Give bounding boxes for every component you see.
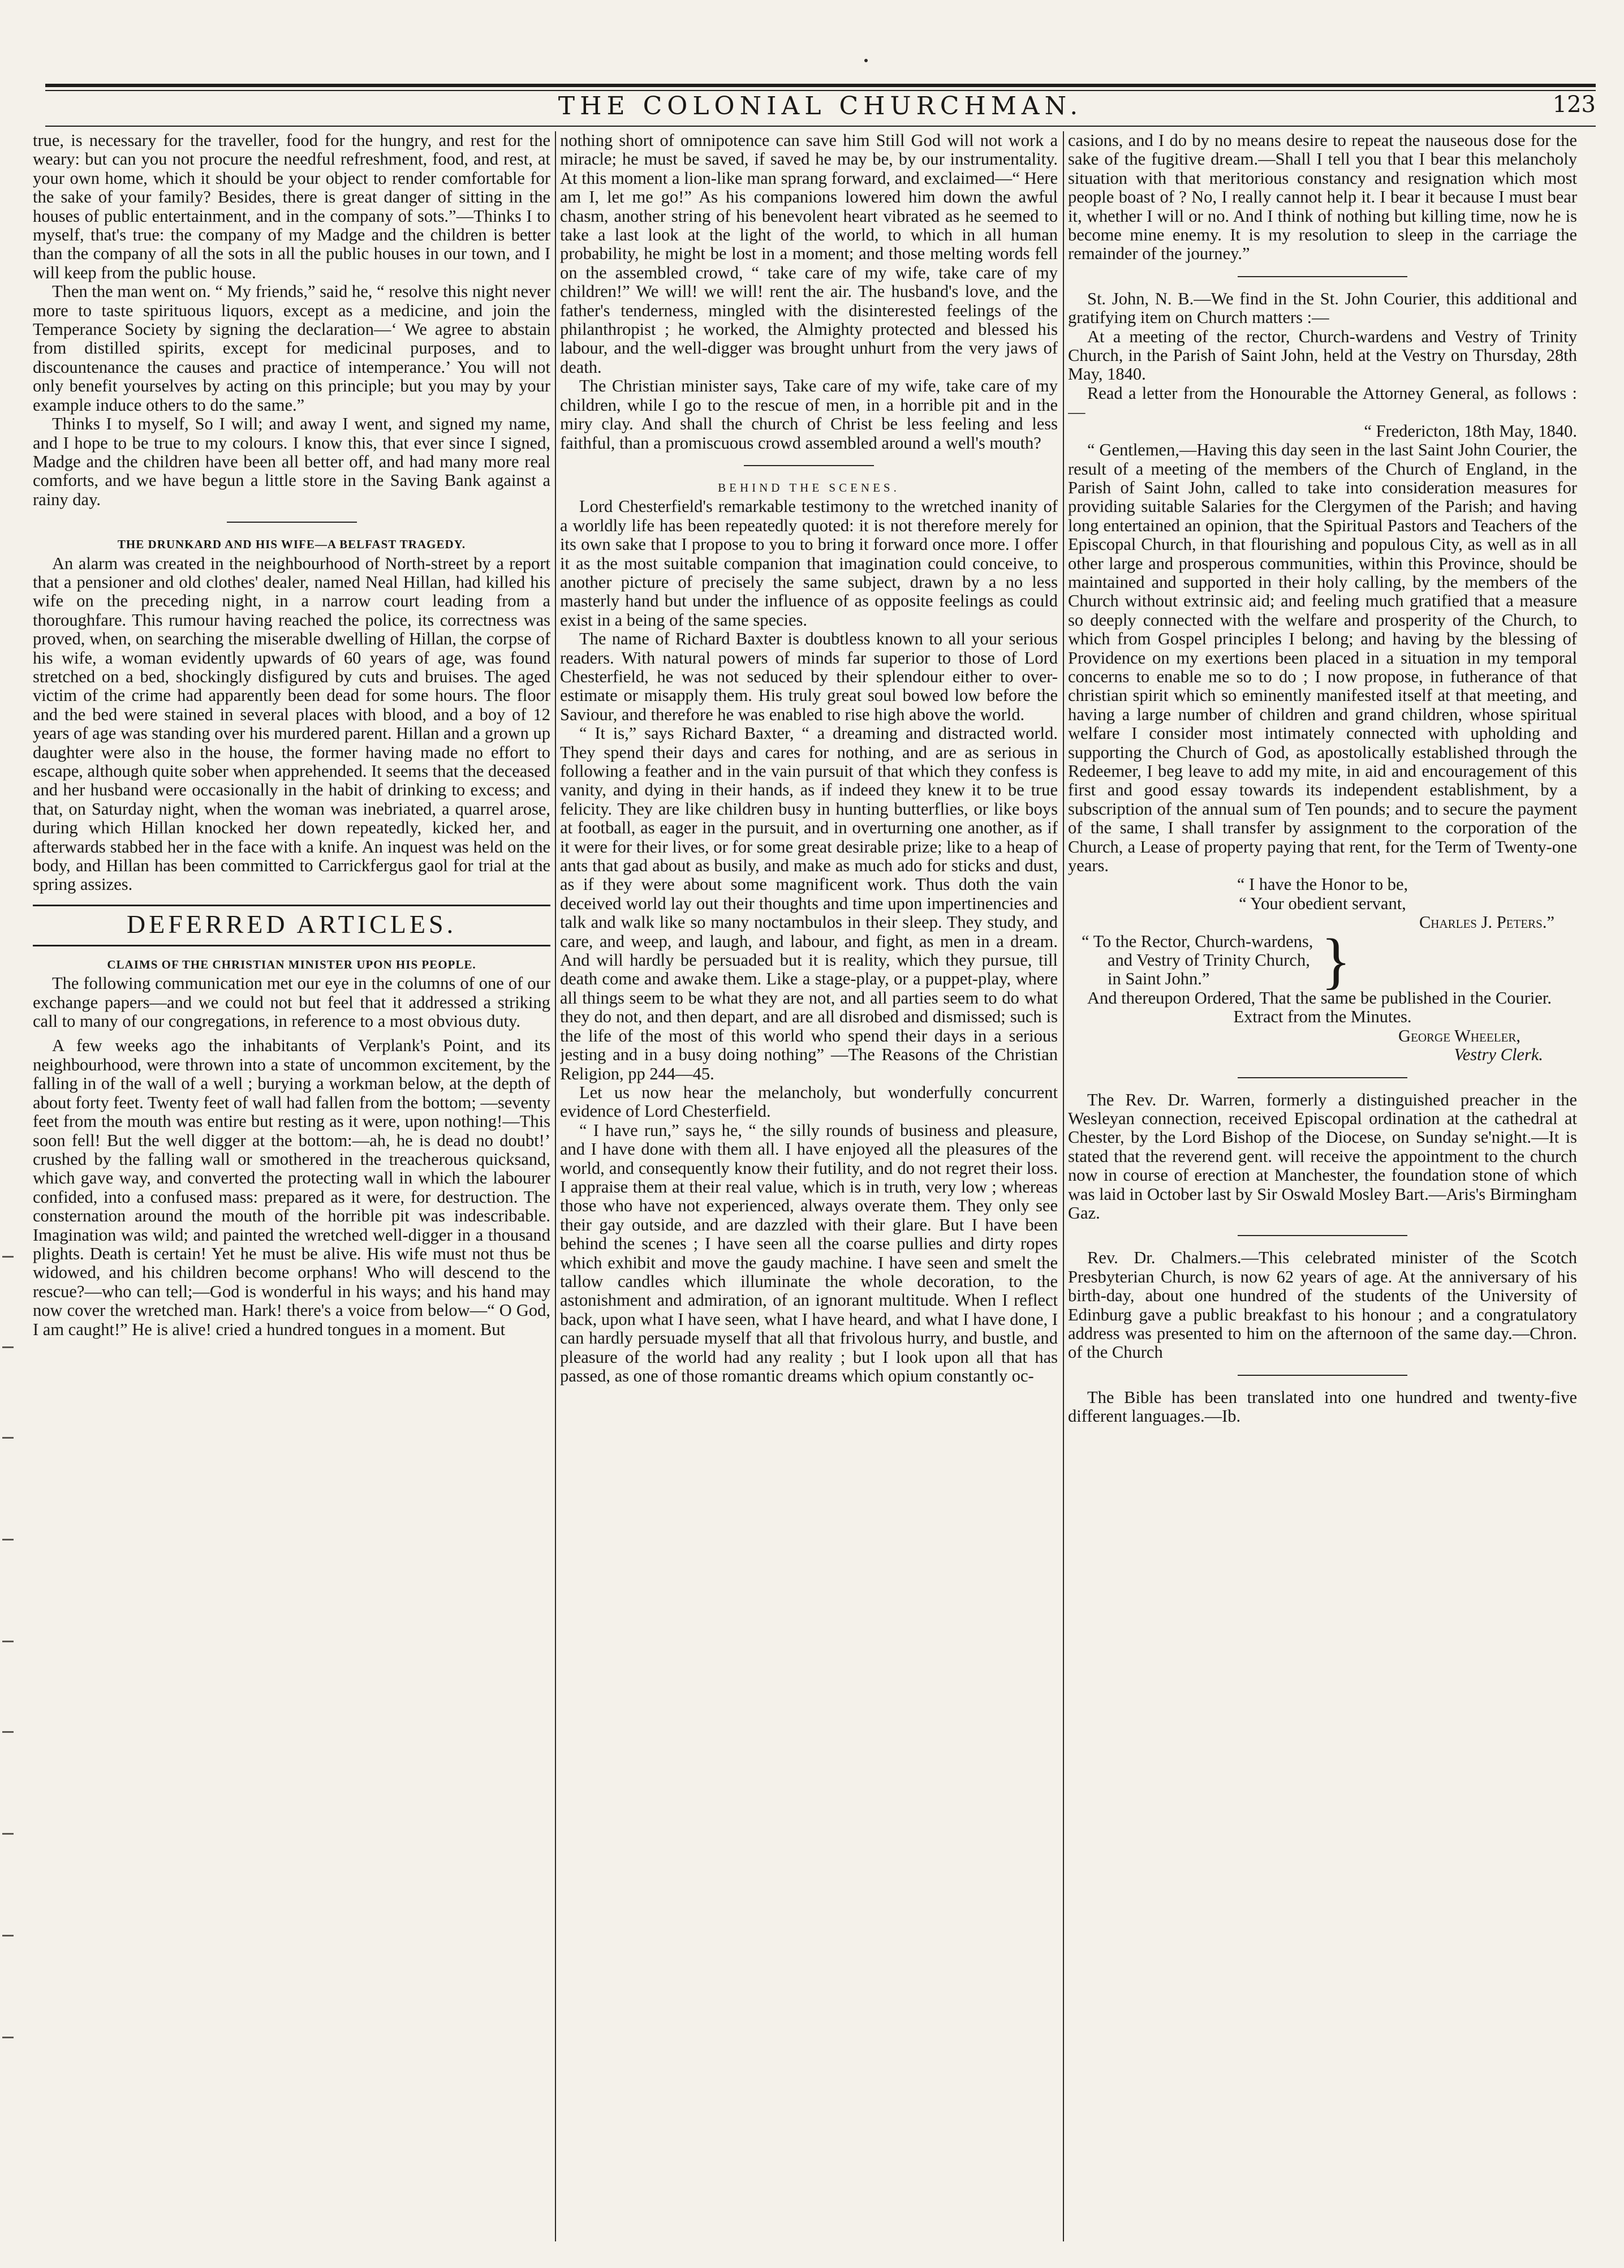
paragraph: “ Gentlemen,—Having this day seen in the last Saint John Courier, the result of a meeting of the members of the Church of England, in the Parish of Saint John, called to take into consideration measures for providing suitable Salaries for the Clergymen of the Parish; and having long entertained an opinion, that the Spiritual Pastors and Teachers of the Episcopal Church, in that flourishing and populous City, as well as in all other large and prosperous communities, within this Province, should be maintained and supported in their holy calling, by the members of the Church without extrinsic aid; and feeling much gratified that a measure so deeply connected with the welfare and prosperity of the Church, to which from Gospel principles I belong; and having by the blessing of Providence on my exertions been placed in a situation in my temporal concerns to enable me so to do ; I now propose, in futherance of that christian spirit which so eminently manifested itself at that meeting, and having a large number of children and grand children, whose spiritual welfare I consider most intimately connected with upholding and supporting the Church of God, as apostolically established through the Redeemer, I beg leave to add my mite, in aid and encouragement of this first and good essay towards its independent establishment, by a subscription of the annual sum of Ten pounds; and to secure the payment of the same, I shall transfer by assignment to the corporation of the Church, a Lease of property paying that rent, for the Term of Twenty-one years. bbox=[1068, 440, 1577, 876]
page-number: 123 bbox=[1552, 92, 1596, 118]
article-heading: CLAIMS OF THE CHRISTIAN MINISTER UPON HIS PEOPLE. bbox=[107, 957, 476, 971]
paragraph: Let us now hear the melancholy, but wonderfully concurrent evidence of Lord Chesterfield. bbox=[560, 1082, 1058, 1121]
section-rule bbox=[1238, 1235, 1407, 1236]
paragraph: St. John, N. B.—We find in the St. John Courier, this additional and gratifying item on Church matters :— bbox=[1068, 289, 1577, 328]
column-3 bbox=[1068, 131, 1577, 2241]
signature: Charles J. Peters.” bbox=[1419, 913, 1554, 932]
column-divider-2 bbox=[1063, 131, 1064, 2241]
clerk-name: George Wheeler, bbox=[1398, 1026, 1520, 1045]
section-rule bbox=[1238, 276, 1407, 277]
column-divider-1 bbox=[555, 131, 556, 2241]
letter-closing: “ Your obedient servant, bbox=[1239, 893, 1406, 913]
paragraph: “ I have run,” says he, “ the silly rounds of business and pleasure, and I have done with them all. I have enjoyed all the pleasures of the world, and consequently know their futility, and do not regret their loss. I appraise them at their real value, which is in truth, very low ; whereas those who have not experienced, always overate them. They only see their gay outside, and are dazzled with their glare. But I have been behind the scenes ; I have seen all the coarse pullies and dirty ropes which exhibit and move the gaudy machine. I have seen and smelt the tallow candles which illuminate the whole decoration, to the astonishment and admiration, of an ignorant multitude. When I reflect back, upon what I have seen, what I have heard, and what I have done, I can hardly persuade myself that all that frivolous hurry, and bustle, and pleasure of the world had any reality ; but I look upon all that has passed, as one of those romantic dreams which opium constantly oc- bbox=[560, 1120, 1058, 1385]
minutes-extract: Extract from the Minutes. bbox=[1233, 1007, 1412, 1027]
paragraph: At a meeting of the rector, Church-wardens and Vestry of Trinity Church, in the Parish of Saint John, held at the Vestry on Thursday, 28th May, 1840. bbox=[1068, 326, 1577, 384]
dateline: “ Fredericton, 18th May, 1840. bbox=[1364, 421, 1577, 441]
paragraph: The name of Richard Baxter is doubtless known to all your serious readers. With natural powers of minds far superior to those of Lord Chesterfield, he was not seduced by their splendour either to over-estimate or misapply them. His truly great soul bowed low before the Saviour, and therefore he was enabled to rise high above the world. bbox=[560, 629, 1058, 724]
paragraph: And thereupon Ordered, That the same be published in the Courier. bbox=[1087, 988, 1552, 1008]
section-title-box bbox=[33, 905, 550, 946]
section-rule bbox=[227, 522, 357, 523]
masthead-bottom-rule bbox=[45, 126, 1596, 127]
paragraph: An alarm was created in the neighbourhood of North-street by a report that a pensioner and old clothes' dealer, named Neal Hillan, had killed his wife on the preceding night, in a narrow court leading from a thoroughfare. This rumour having reached the police, its correctness was proved, when, on searching the miserable dwelling of Hillan, the corpse of his wife, a woman evidently upwards of 60 years of age, was found stretched on a bed, shockingly disfigured by cuts and bruises. The aged victim of the crime had apparently been dead for some hours. The floor and the bed were stained in several places with blood, and a boy of 12 years of age was standing over his murdered parent. Hillan and a grown up daughter were also in the house, the former having made no effort to escape, although quite sober when apprehended. It seems that the deceased and her husband were occasionally in the habit of drinking to excess; and that, on Saturday night, when the woman was inebriated, a quarrel arose, during which Hillan knocked her down repeatedly, kicked her, and afterwards stabbed her in the face with a knife. An inquest was held on the body, and Hillan has been committed to Carrickfergus gaol for trial at the spring assizes. bbox=[33, 553, 550, 894]
article-heading: BEHIND THE SCENES. bbox=[718, 480, 900, 494]
section-rule bbox=[1238, 1375, 1407, 1376]
letter-closing: “ I have the Honor to be, bbox=[1237, 875, 1408, 894]
paragraph: A few weeks ago the inhabitants of Verplank's Point, and its neighbourhood, were thrown into a state of uncommon excitement, by the falling in of the wall of a well ; burying a workman below, at the depth of about forty feet. Twenty feet of wall had fallen from the bottom; —seventy feet from the mouth was entire but resting as it were, upon nothing!—This soon fell! But the well digger at the bottom:—ah, he is dead no doubt!’ crushed by the falling wall or smothered in the treacherous quicksand, which gave way, and converted the protecting wall in which the labourer confided, into a confused mass: prepared as it were, for destruction. The consternation around the mouth of the horrible pit was indescribable. Imagination was wild; and painted the wretched well-digger in a thousand plights. Death is certain! Yet he must be alive. His wife must not thus be widowed, and his children become orphans! Who will descend to the rescue?—who can tell;—God is wonderful in his ways; and his hand may now cover the wretched man. Hark! there's a voice from below—“ O God, I am caught!” He is alive! cried a hundred tongues in a moment. But bbox=[33, 1036, 550, 1339]
section-rule bbox=[744, 465, 874, 466]
newspaper-title: THE COLONIAL CHURCHMAN. bbox=[558, 92, 1083, 120]
paragraph: Read a letter from the Honourable the Attorney General, as follows :— bbox=[1068, 383, 1577, 422]
paragraph: true, is necessary for the traveller, food for the hungry, and rest for the weary: but can you not procure the needful refreshment, food, and rest, at your own home, which it should be your object to render comfortable for the sake of your family? Besides, there is great danger of sitting in the houses of public entertainment, and in the company of sots.”—Thinks I to myself, that's true: the company of my Madge and the children is better than the company of all the sots in all the public houses in our town, and I will keep from the public house. bbox=[33, 131, 550, 282]
paragraph: nothing short of omnipotence can save him Still God will not work a miracle; he must be saved, if saved he may be, by our instrumentality. At this moment a lion-like man sprang forward, and exclaimed—“ Here am I, let me go!” As his companions lowered him down the awful chasm, another string of his benevolent heart vibrated as he seemed to take a last look at the light of the world, to which in all human probability, he might be lost in a moment; and those melting words fell on the assembled crowd, “ take care of my wife, take care of my children!” We will! we will! rent the air. The husband's love, and the father's tenderness, mingled with the disinterested feelings of the philanthropist ; he worked, the Almighty protected and blessed his labour, and the well-digger was brought unhurt from the very jaws of death. bbox=[560, 131, 1058, 377]
paragraph: The Rev. Dr. Warren, formerly a distinguished preacher in the Wesleyan connection, received Episcopal ordination at the cathedral at Chester, by the Lord Bishop of the Diocese, on Sunday se'night.—It is stated that the reverend gent. will receive the appointment to the church now in course of erection at Manchester, the foundation stone of which was laid in October last by Sir Oswald Mosley Bart.—Aris's Birmingham Gaz. bbox=[1068, 1090, 1577, 1223]
address-line: “ To the Rector, Church-wardens, bbox=[1082, 931, 1313, 951]
paragraph: Lord Chesterfield's remarkable testimony to the wretched inanity of a worldly life has been repeatedly quoted: it is not therefore merely for its own sake that I propose to you to bring it forward once more. I offer it as the most suitable companion that imagination could conceive, to another picture of precisely the same subject, drawn by a no less masterly hand but under the influence of as opposite feelings as could exist in a being of the same species. bbox=[560, 497, 1058, 630]
address-block bbox=[1068, 926, 1577, 995]
paragraph: Thinks I to myself, So I will; and away I went, and signed my name, and I hope to be true to my colours. I know this, that ever since I signed, Madge and the children have been all better off, and had many more real comforts, and we have begun a little store in the Saving Bank against a rainy day. bbox=[33, 414, 550, 509]
address-line: in Saint John.” bbox=[1108, 969, 1210, 989]
paragraph: Then the man went on. “ My friends,” said he, “ resolve this night never more to taste spirituous liquors, except as a medicine, and join the Temperance Society by signing the declaration—‘ We agree to abstain from distilled spirits, except for medicinal purposes, and to discountenance the causes and practice of intemperance.’ You will not only benefit yourselves by acting on this principle; but you may by your example induce others to do the same.” bbox=[33, 282, 550, 415]
column-1 bbox=[33, 131, 550, 2241]
address-line: and Vestry of Trinity Church, bbox=[1108, 950, 1310, 970]
binding-margin-marks bbox=[0, 1245, 18, 2150]
column-2 bbox=[560, 131, 1058, 2241]
brace-glyph: } bbox=[1321, 926, 1351, 995]
paragraph: The Christian minister says, Take care of my wife, take care of my children, while I go to the rescue of men, in a horrible pit and in the miry clay. And shall the church of Christ be less feeling and less faithful, than a promiscuous crowd assembled around a well's mouth? bbox=[560, 376, 1058, 453]
paragraph: The following communication met our eye in the columns of one of our exchange papers—and we could not but feel that it addressed a striking call to many of our congregations, in reference to a most obvious duty. bbox=[33, 974, 550, 1031]
paragraph: The Bible has been translated into one hundred and twenty-five different languages.—Ib. bbox=[1068, 1387, 1577, 1426]
article-heading: THE DRUNKARD AND HIS WIFE—A BELFAST TRAGEDY. bbox=[117, 537, 466, 552]
paragraph: “ It is,” says Richard Baxter, “ a dreaming and distracted world. They spend their days and cares for nothing, and are as serious in following a feather and in the vain pursuit of that which they confess is vanity, and dying in their hands, as if indeed they knew it to be true felicity. They are like children busy in hunting butterflies, or like boys at football, as eager in the pursuit, and in overturning one another, as if it were for their lives, or for some great desirable prize; like to a heap of ants that gad about as busily, and make as much ado for sticks and dust, as if they were about some magnificent work. Thus doth the vain deceived world lay out their thoughts and time upon impertinencies and talk and walk like so many noctambulos in their sleep. They study, and care, and weep, and laugh, and labour, and fight, as men in a dream. And will hardly be persuaded but it is reality, which they pursue, till death come and awake them. Like a stage-play, or a puppet-play, where all things seem to be what they are not, and all parties seem to do what they do not, and then depart, and are all disrobed and dismissed; such is the life of the most of this world who spend their days in a serious jesting and in a busy doing nothing” —The Reasons of the Christian Religion, pp 244—45. bbox=[560, 724, 1058, 1083]
clerk-title: Vestry Clerk. bbox=[1454, 1045, 1543, 1065]
paragraph: casions, and I do by no means desire to repeat the nauseous dose for the sake of the fugitive dream.—Shall I tell you that I bear this melancholy situation with that meritorious constancy and resignation which most people boast of ? No, I really cannot help it. I bear it because I must bear it, whether I will or no. And I think of nothing but killing time, now he is become mine enemy. It is my resolution to sleep in the carriage the remainder of the journey.” bbox=[1068, 131, 1577, 264]
paragraph: Rev. Dr. Chalmers.—This celebrated minister of the Scotch Presbyterian Church, is now 62 years of age. At the anniversary of his birth-day, about one hundred of the students of the University of Edinburg gave a public breakfast to his honour ; and a congratulatory address was presented to him on the afternoon of the same day.—Chron. of the Church bbox=[1068, 1248, 1577, 1362]
section-title: DEFERRED ARTICLES. bbox=[126, 909, 457, 939]
masthead bbox=[45, 89, 1596, 121]
section-rule bbox=[1238, 1077, 1407, 1078]
print-speck bbox=[864, 59, 868, 62]
